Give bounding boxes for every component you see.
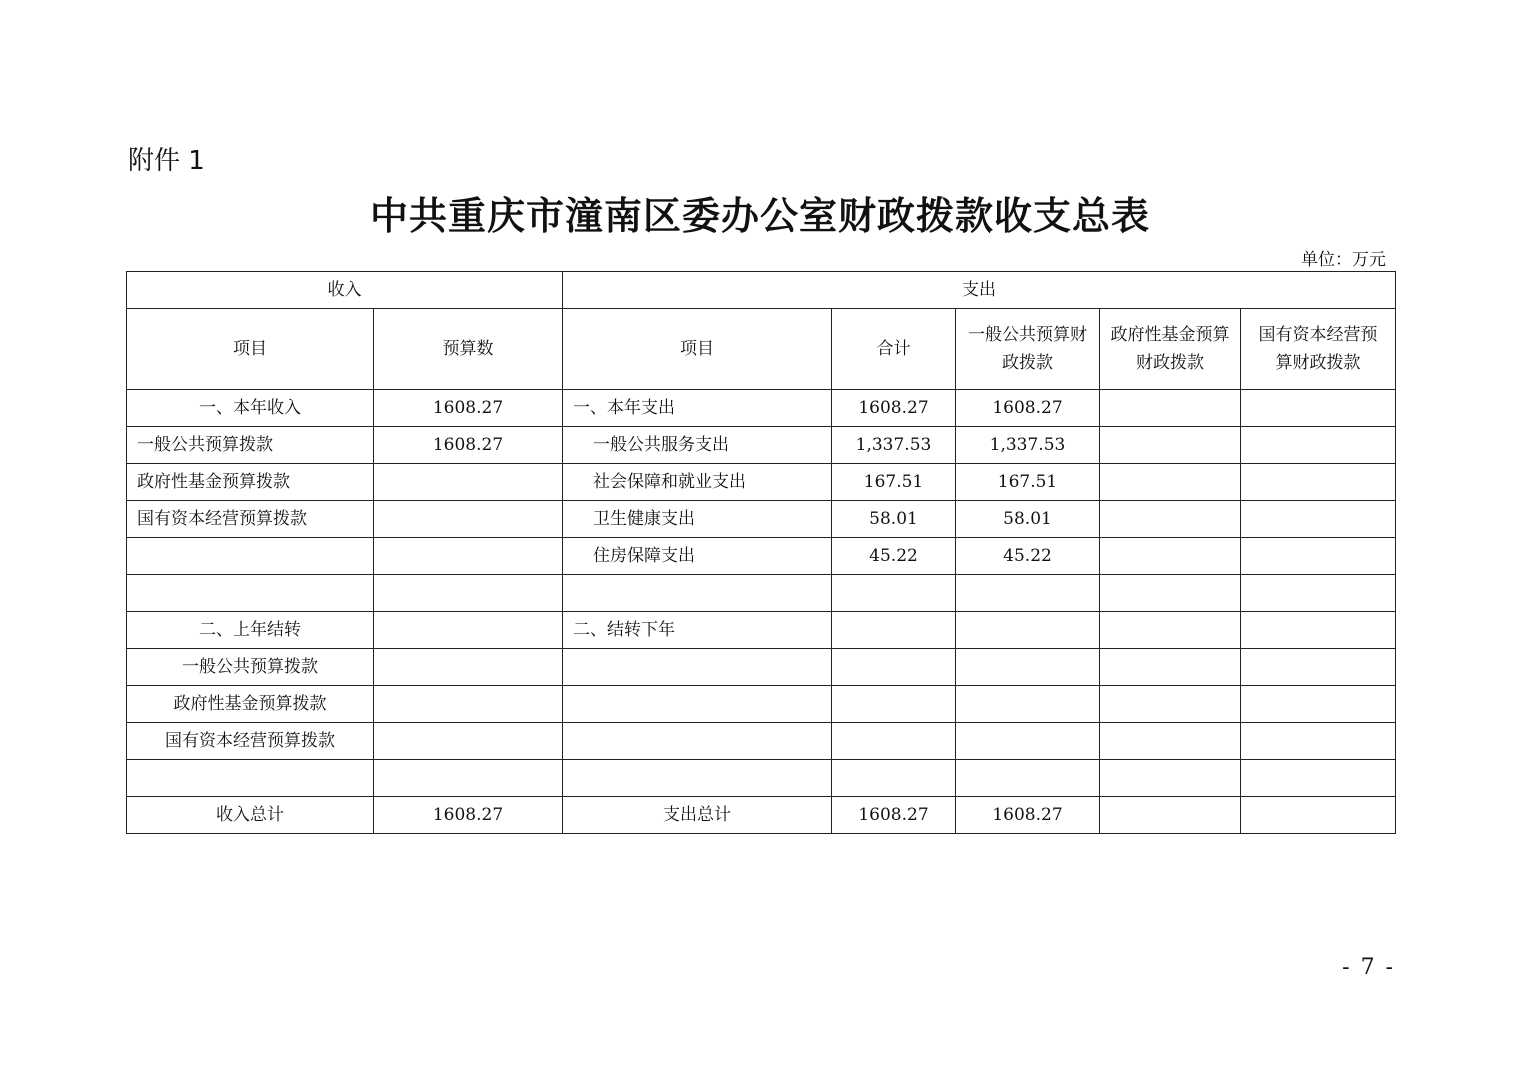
- table-row: [127, 760, 1396, 797]
- budget-cell: [374, 649, 563, 686]
- income-item-cell: 政府性基金预算拨款: [127, 686, 374, 723]
- table-row: [127, 501, 1396, 538]
- state-capital-cell: [1241, 390, 1396, 427]
- state-capital-cell: [1241, 464, 1396, 501]
- general-budget-cell: 167.51: [956, 464, 1100, 501]
- table-row: [127, 538, 1396, 575]
- total-cell: 167.51: [832, 464, 956, 501]
- budget-cell: [374, 686, 563, 723]
- budget-cell: 1608.27: [374, 427, 563, 464]
- income-total-label: 收入总计: [127, 797, 374, 834]
- gov-fund-cell: [1100, 649, 1241, 686]
- income-item-cell: 二、上年结转: [127, 612, 374, 649]
- gov-fund-cell: [1100, 723, 1241, 760]
- expense-item-cell: [563, 760, 832, 797]
- general-budget-cell: 58.01: [956, 501, 1100, 538]
- budget-cell: 1608.27: [374, 390, 563, 427]
- state-capital-cell: [1241, 760, 1396, 797]
- expense-item-cell: [563, 575, 832, 612]
- table-row: [127, 464, 1396, 501]
- total-cell: [832, 723, 956, 760]
- total-cell: [832, 686, 956, 723]
- income-item-cell: 一般公共预算拨款: [127, 427, 374, 464]
- col-header-expense-item: 项目: [563, 309, 832, 390]
- budget-table: [126, 271, 1396, 834]
- income-total-value: 1608.27: [374, 797, 563, 834]
- col-header-general-budget: 一般公共预算财政拨款: [956, 309, 1100, 390]
- totals-row: [127, 797, 1396, 834]
- gov-fund-cell: [1100, 501, 1241, 538]
- group-header-row: [127, 272, 1396, 309]
- gov-fund-cell: [1100, 575, 1241, 612]
- column-header-row: [127, 309, 1396, 390]
- table-row: [127, 575, 1396, 612]
- table-row: [127, 427, 1396, 464]
- table-row: [127, 649, 1396, 686]
- expense-item-cell: 一般公共服务支出: [563, 427, 832, 464]
- state-capital-cell: [1241, 538, 1396, 575]
- total-cell: [832, 760, 956, 797]
- expense-item-cell: [563, 723, 832, 760]
- income-item-cell: [127, 538, 374, 575]
- general-budget-cell: [956, 649, 1100, 686]
- table-row: [127, 686, 1396, 723]
- gov-fund-cell: [1100, 427, 1241, 464]
- budget-cell: [374, 464, 563, 501]
- col-header-state-capital: 国有资本经营预算财政拨款: [1241, 309, 1396, 390]
- total-cell: 45.22: [832, 538, 956, 575]
- page-number: - 7 -: [1342, 955, 1395, 980]
- income-item-cell: 一般公共预算拨款: [127, 649, 374, 686]
- expense-item-cell: [563, 686, 832, 723]
- general-budget-cell: [956, 760, 1100, 797]
- general-budget-cell: 1,337.53: [956, 427, 1100, 464]
- gov-fund-total: [1100, 797, 1241, 834]
- budget-cell: [374, 501, 563, 538]
- state-capital-cell: [1241, 686, 1396, 723]
- budget-cell: [374, 612, 563, 649]
- unit-label: 单位：万元: [1301, 250, 1386, 270]
- budget-cell: [374, 538, 563, 575]
- total-cell: [832, 612, 956, 649]
- expense-total-value: 1608.27: [832, 797, 956, 834]
- total-cell: 1608.27: [832, 390, 956, 427]
- gov-fund-cell: [1100, 538, 1241, 575]
- income-item-cell: 国有资本经营预算拨款: [127, 501, 374, 538]
- col-header-total: 合计: [832, 309, 956, 390]
- budget-cell: [374, 723, 563, 760]
- budget-cell: [374, 575, 563, 612]
- income-group-header: 收入: [127, 272, 563, 309]
- general-budget-cell: [956, 612, 1100, 649]
- total-cell: 1,337.53: [832, 427, 956, 464]
- expense-item-cell: 卫生健康支出: [563, 501, 832, 538]
- expense-total-label: 支出总计: [563, 797, 832, 834]
- state-capital-cell: [1241, 649, 1396, 686]
- page-title: 中共重庆市潼南区委办公室财政拨款收支总表: [369, 194, 1150, 238]
- expense-item-cell: 一、本年支出: [563, 390, 832, 427]
- general-budget-cell: [956, 723, 1100, 760]
- general-budget-total: 1608.27: [956, 797, 1100, 834]
- income-item-cell: 国有资本经营预算拨款: [127, 723, 374, 760]
- table-row: [127, 723, 1396, 760]
- total-cell: [832, 649, 956, 686]
- col-header-budget: 预算数: [374, 309, 563, 390]
- expense-item-cell: 社会保障和就业支出: [563, 464, 832, 501]
- income-item-cell: [127, 760, 374, 797]
- state-capital-cell: [1241, 723, 1396, 760]
- table-row: [127, 612, 1396, 649]
- expense-item-cell: 二、结转下年: [563, 612, 832, 649]
- col-header-income-item: 项目: [127, 309, 374, 390]
- total-cell: [832, 575, 956, 612]
- general-budget-cell: [956, 575, 1100, 612]
- expense-group-header: 支出: [563, 272, 1396, 309]
- general-budget-cell: 1608.27: [956, 390, 1100, 427]
- state-capital-cell: [1241, 575, 1396, 612]
- gov-fund-cell: [1100, 464, 1241, 501]
- expense-item-cell: 住房保障支出: [563, 538, 832, 575]
- expense-item-cell: [563, 649, 832, 686]
- col-header-gov-fund: 政府性基金预算财政拨款: [1100, 309, 1241, 390]
- income-item-cell: 政府性基金预算拨款: [127, 464, 374, 501]
- general-budget-cell: 45.22: [956, 538, 1100, 575]
- gov-fund-cell: [1100, 760, 1241, 797]
- gov-fund-cell: [1100, 686, 1241, 723]
- income-item-cell: 一、本年收入: [127, 390, 374, 427]
- general-budget-cell: [956, 686, 1100, 723]
- state-capital-cell: [1241, 612, 1396, 649]
- state-capital-total: [1241, 797, 1396, 834]
- state-capital-cell: [1241, 427, 1396, 464]
- attachment-label: 附件 1: [128, 146, 205, 176]
- state-capital-cell: [1241, 501, 1396, 538]
- gov-fund-cell: [1100, 612, 1241, 649]
- income-item-cell: [127, 575, 374, 612]
- gov-fund-cell: [1100, 390, 1241, 427]
- budget-cell: [374, 760, 563, 797]
- total-cell: 58.01: [832, 501, 956, 538]
- table-row: [127, 390, 1396, 427]
